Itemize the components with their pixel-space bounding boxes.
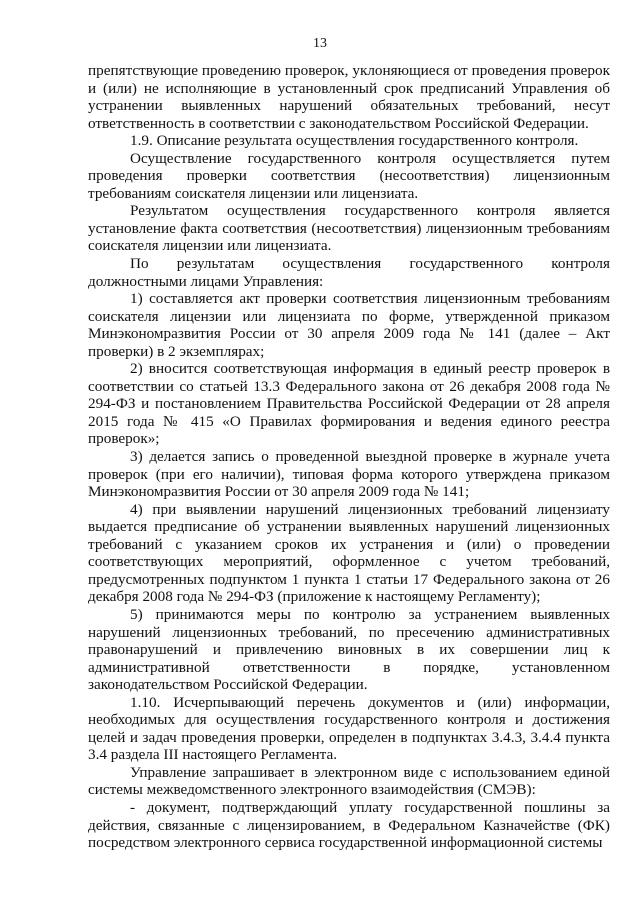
list-item-5: 5) принимаются меры по контролю за устранением выявленных нарушений лицензионных требований, по пресечению административных правонарушений и привлечению виновных в их совершении лиц к административной ответственности в порядке, установленном законодательством Российской Федерации. — [88, 605, 610, 694]
page-number: 13 — [313, 36, 327, 51]
list-item-2: 2) вносится соответствующая информация в единый реестр проверок в соответствии со статьей 13.3 Федерального закона от 26 декабря 2008 года № 294-ФЗ и постановлением Правительства Российской Федерации от 28 апреля 2015 года № 415 «О Правилах формирования и ведения единого реестра проверок»; — [88, 360, 610, 448]
list-item-3: 3) делается запись о проведенной выездной проверке в журнале учета проверок (при его наличии), типовая форма которого утверждена приказом Минэкономразвития России от 30 апреля 2009 года № 141; — [88, 448, 610, 501]
paragraph-continuation: препятствующие проведению проверок, уклоняющиеся от проведения проверок и (или) не исполняющие в установленный срок предписаний Управления об устранении выявленных нарушений обязательных требований, несут ответственность в соответствии с законодательством Российской Федерации. — [88, 62, 610, 132]
paragraph-control-method: Осуществление государственного контроля осуществляется путем проведения проверки соответствия (несоответствия) лицензионным требованиям соискателя лицензии или лицензиата. — [88, 149, 610, 202]
list-item-4: 4) при выявлении нарушений лицензионных требований лицензиату выдается предписание об устранении выявленных нарушений лицензионных требований с указанием сроков их устранения и (или) о проведении соответствующих мероприятий, оформленное с учетом требований, предусмотренных подпунктом 1 пункта 1 статьи 17 Федерального закона от 26 декабря 2008 года № 294-ФЗ (приложение к настоящему Регламенту); — [88, 500, 610, 606]
list-item-1: 1) составляется акт проверки соответствия лицензионным требованиям соискателя лицензии или лицензиата по форме, утвержденной приказом Минэкономразвития России от 30 апреля 2009 года № 141 (далее – Акт проверки) в 2 экземплярах; — [88, 290, 610, 360]
paragraph-1-9-heading: 1.9. Описание результата осуществления государственного контроля. — [130, 132, 579, 150]
paragraph-control-result: Результатом осуществления государственного контроля является установление факта соответствия (несоответствия) лицензионным требованиям соискателя лицензии или лицензиата. — [88, 202, 610, 255]
document-body — [88, 62, 610, 852]
paragraph-fee-document: - документ, подтверждающий уплату государственной пошлины за действия, связанные с лицензированием, в Федеральном Казначействе (ФК) посредством электронного сервиса государственной информационной системы — [88, 798, 610, 852]
paragraph-results-intro: По результатам осуществления государственного контроля должностными лицами Управления: — [88, 255, 610, 290]
paragraph-1-10: 1.10. Исчерпывающий перечень документов и (или) информации, необходимых для осуществления государственного контроля и достижения целей и задач проведения проверки, определен в подпунктах 3.4.3, 3.4.4 пункта 3.4 раздела III настоящего Регламента. — [88, 693, 610, 764]
paragraph-smev-request: Управление запрашивает в электронном виде с использованием единой системы межведомственного электронного взаимодействия (СМЭВ): — [88, 763, 610, 799]
